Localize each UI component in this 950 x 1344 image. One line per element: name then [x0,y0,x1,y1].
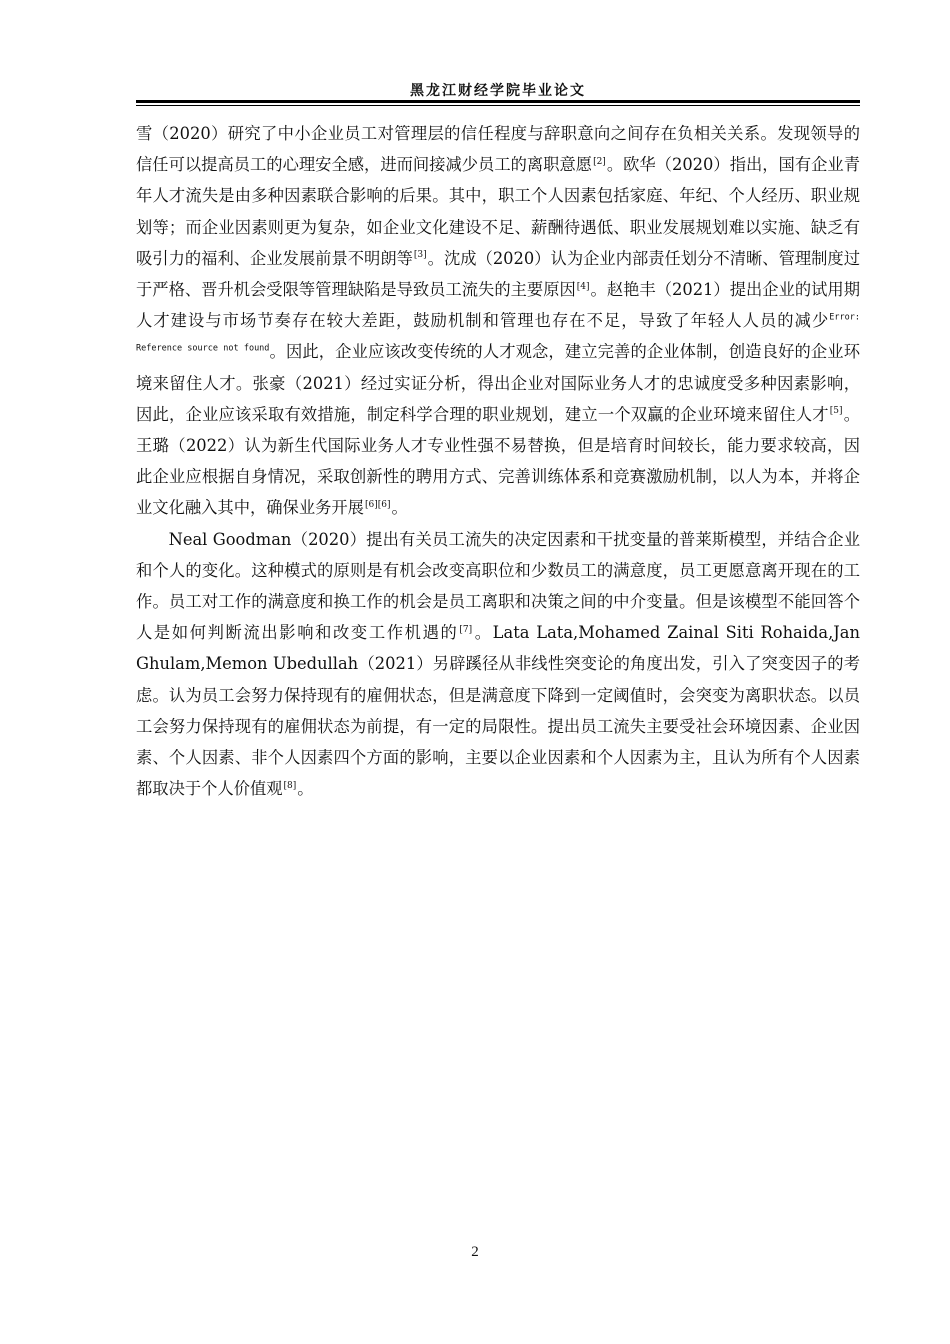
citation-ref: [8] [283,780,297,791]
citation-ref: [2] [593,156,606,167]
citation-ref: [5] [829,406,843,417]
paragraph-text: 。Lata Lata,Mohamed Zainal Siti Rohaida,Jan Ghulam,Memon Ubedullah（2021）另辟蹊径从非线性突变论的角度出发，引入了突变因子的考虑。认为员工会努力保持现有的雇佣状态，但是满意度下降到一定阈值时，会突变为离职状态。以员工会努力保持现有的雇佣状态为前提，有一定的局限性。提出员工流失主要受社会环境因素、企业因素、个人因素、非个人因素四个方面的影响，主要以企业因素和个人因素为主，且认为所有个人因素都取决于个人价值观 [136,623,860,799]
paragraph-text: 。赵艳丰（2021）提出企业的试用期人才建设与市场节奏存在较大差距，鼓励机制和管理也存在不足，导致了年轻人人员的减少 [136,280,861,331]
paragraph-text: 。欧华（2020）指出，国有企业青年人才流失是由多种因素联合影响的后果。其中，职工个人因素包括家庭、年纪、个人经历、职业规划等；而企业因素则更为复杂，如企业文化建设不足、薪酬待遇低、职业发展规划难以实施、缺乏有吸引力的福利、企业发展前景不明朗等 [136,155,860,268]
paragraph-text: 。 [297,779,314,799]
page-number: 2 [471,1244,479,1260]
paragraph-text: 雪（2020）研究了中小企业员工对管理层的信任程度与辞职意向之间存在负相关关系。发现领导的信任可以提高员工的心理安全感，进而间接减少员工的离职意愿 [136,124,860,175]
paragraph-text: Neal Goodman（2020）提出有关员工流失的决定因素和干扰变量的普莱斯模型，并结合企业和个人的变化。这种模式的原则是有机会改变高职位和少数员工的满意度，员工更愿意离开现在的工作。员工对工作的满意度和换工作的机会是员工离职和决策之间的中介变量。但是该模型不能回答个人是如何判断流出影响和改变工作机遇的 [136,529,860,643]
paragraph-1 [136,118,860,524]
reference-error-text: Error: Reference source not found [136,312,860,354]
citation-ref: [3] [413,250,427,261]
citation-ref: [7] [459,624,473,635]
paragraph-text: 。王璐（2022）认为新生代国际业务人才专业性强不易替换，但是培育时间较长，能力要求较高，因此企业应根据自身情况，采取创新性的聘用方式、完善训练体系和竞赛激励机制，以人为本，并将企业文化融入其中，确保业务开展 [136,404,860,518]
header-rule-thick [136,100,860,103]
paragraph-text: 。 [391,498,408,518]
paragraph-2 [136,524,860,805]
paragraph-text: 。沈成（2020）认为企业内部责任划分不清晰、管理制度过于严格、晋升机会受限等管理缺陷是导致员工流失的主要原因 [136,248,861,300]
header-rule-thin [136,105,860,106]
citation-ref: [4] [576,281,590,292]
paragraph-text: 。因此，企业应该改变传统的人才观念，建立完善的企业体制，创造良好的企业环境来留住人才。张豪（2021）经过实证分析，得出企业对国际业务人才的忠诚度受多种因素影响，因此，企业应该采取有效措施，制定科学合理的职业规划，建立一个双赢的企业环境来留住人才 [136,342,860,424]
body-text [136,118,860,804]
document-header: 黑龙江财经学院毕业论文 [410,83,586,99]
citation-ref: [6][6] [364,500,391,511]
